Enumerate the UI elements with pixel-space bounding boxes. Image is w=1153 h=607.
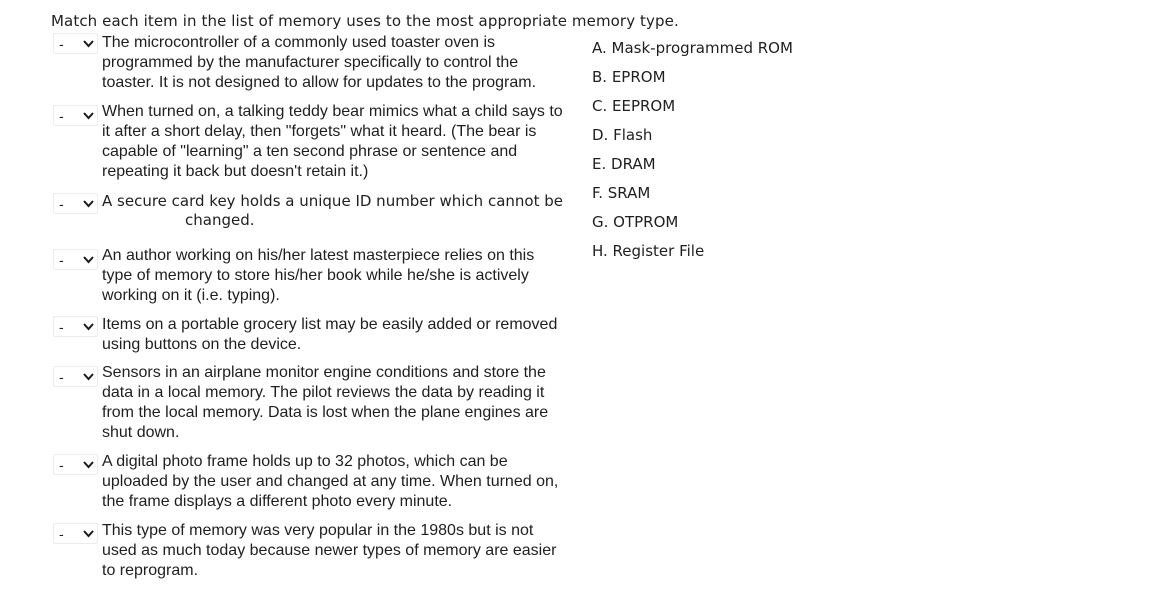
answer-select-3[interactable] (53, 193, 98, 214)
question-line: programmed by the manufacturer specifically to control the (102, 54, 519, 71)
answer-select-6[interactable] (53, 366, 98, 387)
question-text (102, 521, 556, 581)
question-line: shut down. (102, 424, 180, 441)
answer-choice-f: F. SRAM (592, 184, 651, 202)
question-text (102, 315, 557, 355)
question-line: The microcontroller of a commonly used toaster oven is (102, 34, 496, 51)
answer-choice-g: G. OTPROM (592, 213, 679, 231)
answer-choice-h: H. Register File (592, 242, 705, 260)
answer-select-7[interactable] (53, 454, 98, 475)
answer-select-value: - (59, 526, 64, 542)
question-line: working on it (i.e. typing). (102, 287, 280, 304)
answer-select-value: - (59, 108, 64, 124)
answer-select-2[interactable] (53, 105, 98, 126)
question-text (102, 246, 534, 306)
question-text (102, 452, 558, 512)
chevron-down-icon (83, 529, 94, 538)
question-line: Sensors in an airplane monitor engine conditions and store the (102, 364, 546, 381)
answer-select-value: - (59, 319, 64, 335)
chevron-down-icon (83, 39, 94, 48)
chevron-down-icon (83, 372, 94, 381)
question-line: uploaded by the user and changed at any time. When turned on, (102, 473, 559, 490)
question-line: An author working on his/her latest masterpiece relies on this (102, 247, 535, 264)
answer-select-value: - (59, 457, 64, 473)
answer-select-1[interactable] (53, 33, 98, 54)
question-line: This type of memory was very popular in the 1980s but is not (102, 522, 534, 539)
question-text (102, 102, 563, 182)
answer-select-5[interactable] (53, 316, 98, 337)
question-text (102, 192, 563, 230)
question-line: using buttons on the device. (102, 336, 302, 353)
answer-select-8[interactable] (53, 523, 98, 544)
question-line: to reprogram. (102, 562, 199, 579)
question-line: changed. (185, 211, 255, 229)
question-line: Items on a portable grocery list may be easily added or removed (102, 316, 558, 333)
question-line: capable of "learning" a ten second phrase or sentence and (102, 143, 518, 160)
answer-select-value: - (59, 369, 64, 385)
answer-choice-d: D. Flash (592, 126, 653, 144)
answer-choices-list (592, 34, 852, 266)
answer-choice-e: E. DRAM (592, 155, 656, 173)
question-line: it after a short delay, then "forgets" what it heard. (The bear is (102, 123, 537, 140)
chevron-down-icon (83, 111, 94, 120)
question-text (102, 363, 548, 443)
answer-choice-b: B. EPROM (592, 68, 666, 86)
question-text (102, 33, 536, 93)
question-line: the frame displays a different photo every minute. (102, 493, 453, 510)
question-line: A digital photo frame holds up to 32 photos, which can be (102, 453, 508, 470)
question-line: toaster. It is not designed to allow for updates to the program. (102, 74, 537, 91)
answer-select-4[interactable] (53, 249, 98, 270)
question-line: type of memory to store his/her book while he/she is actively (102, 267, 529, 284)
answer-select-value: - (59, 196, 64, 212)
question-line: When turned on, a talking teddy bear mimics what a child says to (102, 103, 563, 120)
question-line: repeating it back but doesn't retain it.) (102, 163, 369, 180)
question-line: data in a local memory. The pilot reviews the data by reading it (102, 384, 545, 401)
answer-choice-c: C. EEPROM (592, 97, 676, 115)
question-line: used as much today because newer types of memory are easier (102, 542, 557, 559)
question-line: A secure card key holds a unique ID number which cannot be (102, 192, 563, 210)
answer-choice-a: A. Mask-programmed ROM (592, 39, 793, 57)
chevron-down-icon (83, 322, 94, 331)
chevron-down-icon (83, 460, 94, 469)
answer-select-value: - (59, 36, 64, 52)
answer-select-value: - (59, 252, 64, 268)
question-line: from the local memory. Data is lost when the plane engines are (102, 404, 549, 421)
chevron-down-icon (83, 255, 94, 264)
instruction-text: Match each item in the list of memory uses to the most appropriate memory type. (51, 12, 679, 30)
chevron-down-icon (83, 199, 94, 208)
